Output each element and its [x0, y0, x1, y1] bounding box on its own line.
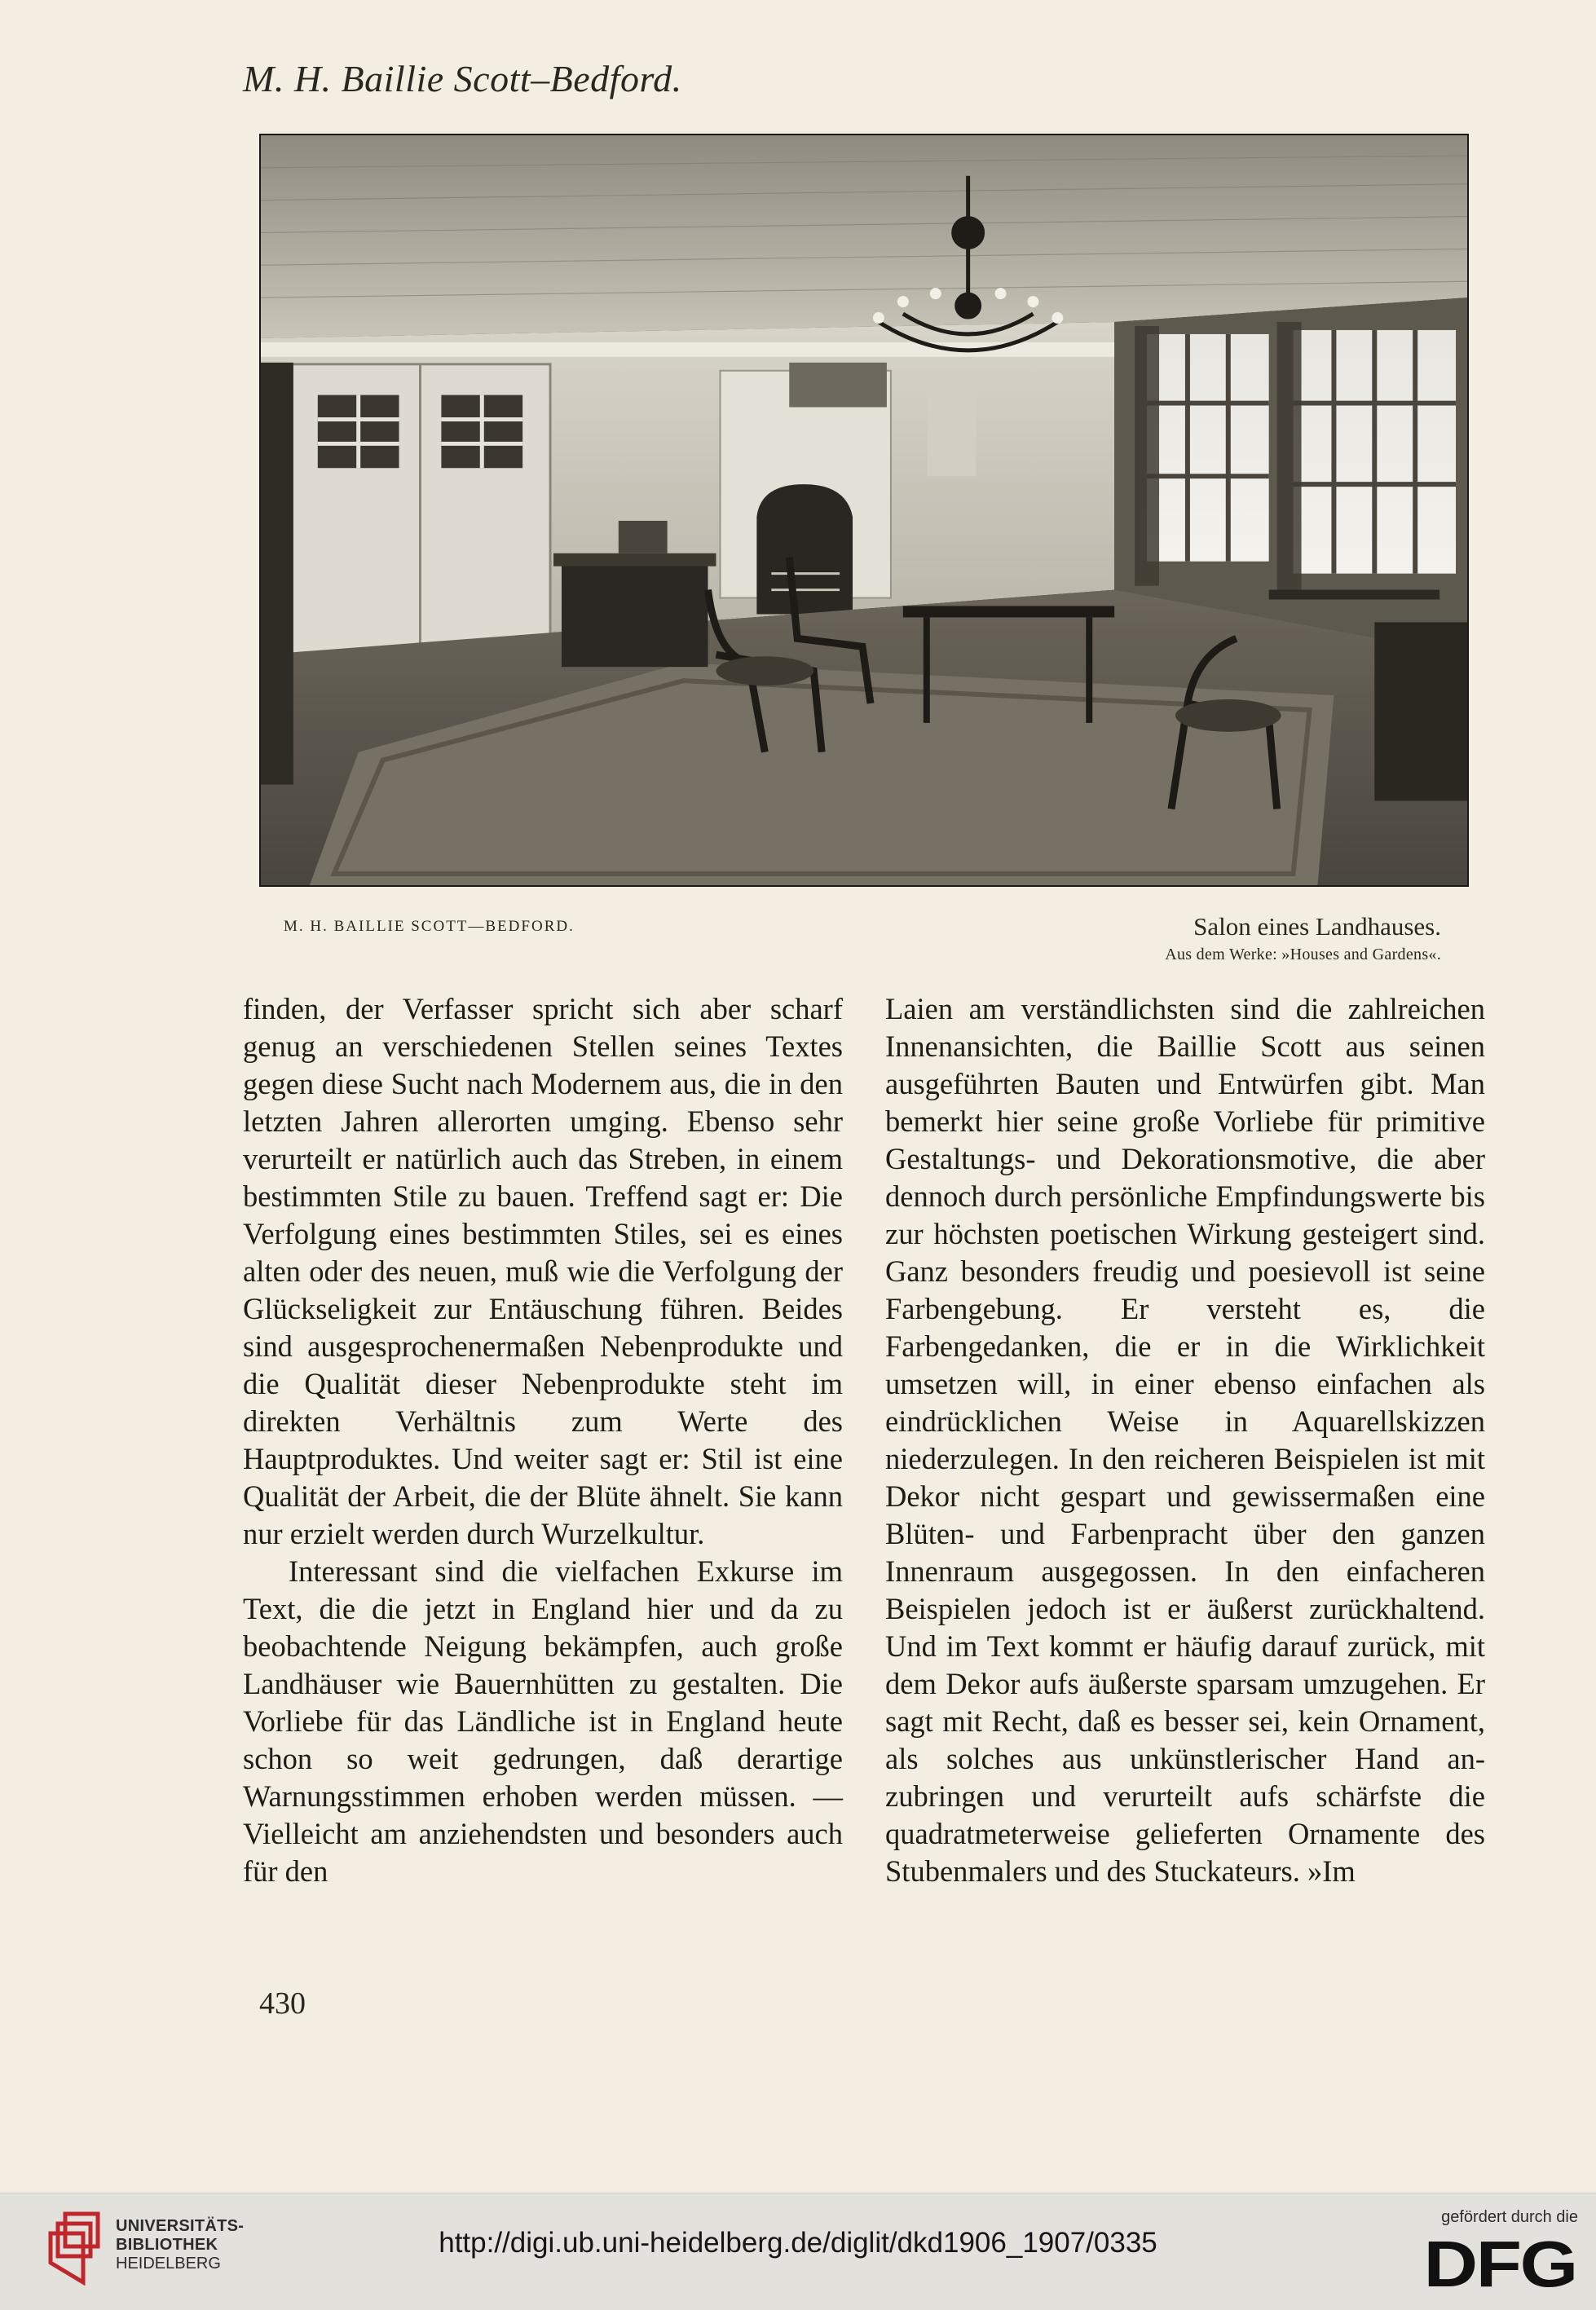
- library-line-3: HEIDELBERG: [116, 2255, 221, 2273]
- library-line-1: UNIVERSITÄTS-: [116, 2217, 245, 2235]
- permalink-url[interactable]: http://digi.ub.uni-heidelberg.de/diglit/dkd1906_1907/0335: [439, 2227, 1157, 2259]
- left-column: [243, 990, 843, 1890]
- caption-title: Salon eines Landhauses.: [1193, 912, 1441, 941]
- caption-source: Aus dem Werke: »Houses and Gardens«.: [1165, 946, 1441, 963]
- figure-caption: [1165, 911, 1441, 967]
- paragraph: Interessant sind die vielfachen Exkurse im Text, die die jetzt in England hier und da zu beobachtende Neigung bekämpfen, auch große Landhäuser wie Bauernhütten zu gestalten. Die Vorliebe für das Ländliche ist in England heute schon so weit gedrungen, daß derartige Warnungsstimmen erhoben werden müssen. — Vielleicht am anziehendsten und besonders auch für den: [243, 1554, 843, 1888]
- salon-photo-illustration: [261, 135, 1467, 885]
- paragraph: finden, der Verfasser spricht sich aber scharf genug an verschiedenen Stellen seines Textes gegen diese Sucht nach Modernem aus, die in den letzten Jahren allerorten umging. Ebenso sehr verurteilt er natürlich auch das Streben, in einem bestimmten Stile zu bauen. Treffend sagt er: Die Verfolgung eines bestimmten Stiles, sei es eines alten oder des neuen, muß wie die Verfolgung der Glückseligkeit zur Entäuschung führen. Beides sind ausgesprochenermaßen Nebenprodukte und die Qualität dieser Nebenprodukte steht im direkten Verhältnis zum Werte des Hauptproduktes. Und weiter sagt er: Stil ist eine Qualität der Arbeit, die der Blüte ähnelt. Sie kann nur erzielt werden durch Wurzelkultur.: [243, 992, 843, 1550]
- funding-note: gefördert durch die: [1441, 2208, 1578, 2226]
- running-head: M. H. Baillie Scott–Bedford.: [243, 58, 682, 99]
- library-line-2: BIBLIOTHEK: [116, 2236, 218, 2254]
- paragraph: Laien am verständlichsten sind die zahlreichen Innenansichten, die Baillie Scott aus seinen ausgeführten Bauten und Entwürfen gibt. Man bemerkt hier seine große Vorliebe für primitive Gestaltungs- und Dekorationsmotive, die aber dennoch durch persönliche Empfindungswerte bis zur höchsten poetischen Wirkung gesteigert sind. Ganz besonders freudig und poesievoll ist seine Farbengebung. Er versteht es, die Farbengedanken, die er in die Wirklichkeit umsetzen will, in einer ebenso einfachen als eindrücklichen Weise in Aquarellskizzen niederzulegen. In den reicheren Beispielen ist mit Dekor nicht gespart und gewissermaßen eine Blüten- und Farbenpracht über den ganzen Innenraum ausgegossen. In den einfacheren Beispielen jedoch ist er äußerst zurückhaltend. Und im Text kommt er häufig darauf zurück, mit dem Dekor aufs äußerste sparsam umzugehen. Er sagt mit Recht, daß es besser sei, kein Ornament, als solches aus unkünstlerischer Hand anzubringen und verurteilt aufs schärfste die quadratmeterweise gelieferten Ornamente des Stubenmalers und des Stuckateurs. »Im: [885, 992, 1485, 1888]
- page-number: 430: [259, 1986, 306, 2021]
- figure-credit: M. H. BAILLIE SCOTT—BEDFORD.: [284, 918, 575, 935]
- interior-photograph: [259, 134, 1469, 887]
- dfg-logo: DFG: [1423, 2228, 1576, 2300]
- body-text: [243, 990, 1485, 1968]
- right-column: [885, 990, 1485, 1890]
